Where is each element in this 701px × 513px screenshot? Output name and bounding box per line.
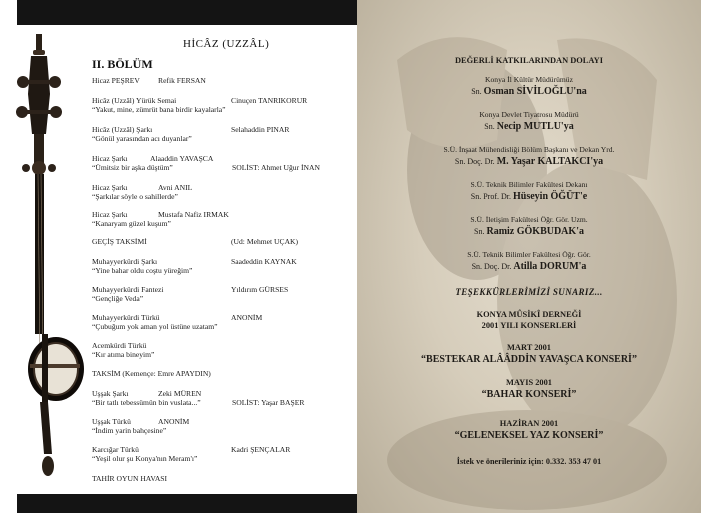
piece-type: Hicâz (Uzzâl) Yürük Semai bbox=[92, 96, 177, 105]
thanks-title: S.Ü. Teknik Bilimler Fakültesi Öğr. Gör. bbox=[467, 250, 591, 259]
name-suffix: 'ya bbox=[590, 156, 604, 167]
thanks-name-line bbox=[357, 261, 701, 272]
honorific: Sn. bbox=[484, 122, 495, 131]
piece-type: Hicaz Şarkı bbox=[92, 183, 128, 192]
lyric-line: “Bir tatlı tebessümün bin vuslata...” bbox=[92, 398, 201, 407]
name-suffix: 'na bbox=[573, 86, 587, 97]
lyric-line: “Kır atıma bineyim” bbox=[92, 350, 155, 359]
concert-name: “GELENEKSEL YAZ KONSERİ” bbox=[454, 430, 604, 441]
composer: Refik FERSAN bbox=[158, 76, 206, 85]
acknowledgements-page bbox=[357, 0, 701, 513]
makam-title: HİCÂZ (UZZÂL) bbox=[183, 38, 270, 50]
honorific: Sn. Prof. Dr. bbox=[470, 192, 512, 201]
piece-type: Hicaz Şarkı bbox=[92, 154, 128, 163]
concert-month: MAYIS 2001 bbox=[506, 378, 552, 387]
piece-type: TAKSİM (Kemençe: Emre APAYDIN) bbox=[92, 369, 211, 378]
piece-type: Karcığar Türkü bbox=[92, 445, 139, 454]
name-suffix: 'a bbox=[576, 226, 584, 237]
composer: ANONİM bbox=[158, 417, 190, 426]
honorific: Sn. Doç. Dr. bbox=[454, 157, 495, 166]
soloist: SOLİST: Yaşar BAŞER bbox=[232, 398, 305, 407]
lyric-line: “Gençliğe Veda” bbox=[92, 294, 144, 303]
composer: Kadri ŞENÇALAR bbox=[231, 445, 291, 454]
performer-note: (Ud: Mehmet UÇAK) bbox=[231, 237, 299, 246]
lyric-line: “Kanaryam güzel kuşum” bbox=[92, 219, 171, 228]
thanks-name-line bbox=[357, 191, 701, 202]
thanks-title: S.Ü. İnşaat Mühendisliği Bölüm Başkanı ve Dekan Yrd. bbox=[443, 145, 615, 154]
composer: Selahaddin PINAR bbox=[231, 125, 290, 134]
concert-name: “BESTEKAR ALÂÂDDİN YAVAŞCA KONSERİ” bbox=[421, 354, 637, 365]
thanks-title: Konya İl Kültür Müdürümüz bbox=[485, 75, 573, 84]
thanks-name-line bbox=[357, 226, 701, 237]
person-name: Necip MUTLU bbox=[496, 121, 561, 132]
concerts-year-title: 2001 YILI KONSERLERİ bbox=[481, 321, 577, 330]
composer: Zeki MÜREN bbox=[158, 389, 202, 398]
piece-type: Muhayyerkürdi Türkü bbox=[92, 313, 160, 322]
thanks-name-line bbox=[357, 156, 701, 167]
composer: ANONİM bbox=[231, 313, 263, 322]
person-name: Ramiz GÖKBUDAK bbox=[486, 226, 577, 237]
lyric-line: “Ümitsiz bir aşka düştüm” bbox=[92, 163, 173, 172]
thanks-title: Konya Devlet Tiyatrosu Müdürü bbox=[479, 110, 579, 119]
name-suffix: 'a bbox=[578, 261, 587, 272]
honorific: Sn. Doç. Dr. bbox=[471, 262, 512, 271]
piece-type: Muhayyerkürdi Fantezi bbox=[92, 285, 164, 294]
person-name: Osman SİVİLOĞLU bbox=[483, 86, 574, 97]
piece-type: Hicaz PEŞREV bbox=[92, 76, 140, 85]
lyric-line: “Gönül yarasından acı duyanlar” bbox=[92, 134, 192, 143]
thanks-title: S.Ü. İletişim Fakültesi Öğr. Gör. Uzm. bbox=[470, 215, 588, 224]
lyric-line: “Yeşil olur şu Konya'nın Meram'ı” bbox=[92, 454, 198, 463]
person-name: Atilla DORUM bbox=[513, 261, 579, 272]
acknowledgement-heading: DEĞERLİ KATKILARINDAN DOLAYI bbox=[455, 56, 603, 65]
lyric-line: “İndim yarin bahçesine” bbox=[92, 426, 167, 435]
bottom-black-bar bbox=[17, 494, 357, 513]
top-black-bar bbox=[17, 0, 357, 25]
piece-type: Uşşak Şarkı bbox=[92, 389, 129, 398]
thanks-title: S.Ü. Teknik Bilimler Fakültesi Dekanı bbox=[470, 180, 588, 189]
thanks-statement: TEŞEKKÜRLERİMİZİ SUNARIZ... bbox=[455, 287, 603, 297]
kemence-instrument-image bbox=[16, 34, 88, 484]
composer: Avni ANIL bbox=[158, 183, 193, 192]
soloist: SOLİST: Ahmet Uğur İNAN bbox=[232, 163, 320, 172]
contact-phone: İstek ve önerileriniz için: 0.332. 353 47 01 bbox=[456, 457, 602, 466]
piece-type: Uşşak Türkü bbox=[92, 417, 131, 426]
concert-month: MART 2001 bbox=[507, 343, 551, 352]
composer: Alaaddin YAVAŞCA bbox=[150, 154, 214, 163]
composer: Saadeddin KAYNAK bbox=[231, 257, 297, 266]
piece-type: TAHİR OYUN HAVASI bbox=[92, 474, 168, 483]
concert-name: “BAHAR KONSERİ” bbox=[481, 389, 577, 400]
person-name: M. Yaşar KALTAKCI bbox=[496, 156, 591, 167]
association-name: KONYA MÛSİKÎ DERNEĞİ bbox=[476, 310, 582, 319]
lyric-line: “Yakut, mine, zümrüt bana birdir kayalarla” bbox=[92, 105, 226, 114]
thanks-name-line bbox=[357, 121, 701, 132]
concert-month: HAZİRAN 2001 bbox=[499, 419, 559, 428]
composer: Mustafa Nafiz IRMAK bbox=[158, 210, 229, 219]
name-suffix: 'e bbox=[579, 191, 588, 202]
honorific: Sn. bbox=[471, 87, 482, 96]
person-name: Hüseyin ÖĞÜT bbox=[513, 191, 580, 202]
piece-type: Hicaz Şarkı bbox=[92, 210, 128, 219]
name-suffix: 'ya bbox=[560, 121, 574, 132]
part-title: II. BÖLÜM bbox=[92, 57, 153, 71]
piece-type: Hicâz (Uzzâl) Şarkı bbox=[92, 125, 153, 134]
lyric-line: “Çubuğum yok aman yol üstüne uzatam” bbox=[92, 322, 218, 331]
lyric-line: “Şarkılar söyle o sahillerde” bbox=[92, 192, 178, 201]
piece-type: Muhayyerkürdi Şarkı bbox=[92, 257, 158, 266]
piece-type: GEÇİŞ TAKSİMİ bbox=[92, 237, 147, 246]
composer: Yıldırım GÜRSES bbox=[231, 285, 289, 294]
piece-type: Acemkürdi Türkü bbox=[92, 341, 147, 350]
thanks-name-line bbox=[357, 86, 701, 97]
honorific: Sn. bbox=[474, 227, 485, 236]
lyric-line: “Yine bahar oldu coştu yüreğim” bbox=[92, 266, 193, 275]
composer: Cinuçen TANRIKORUR bbox=[231, 96, 308, 105]
